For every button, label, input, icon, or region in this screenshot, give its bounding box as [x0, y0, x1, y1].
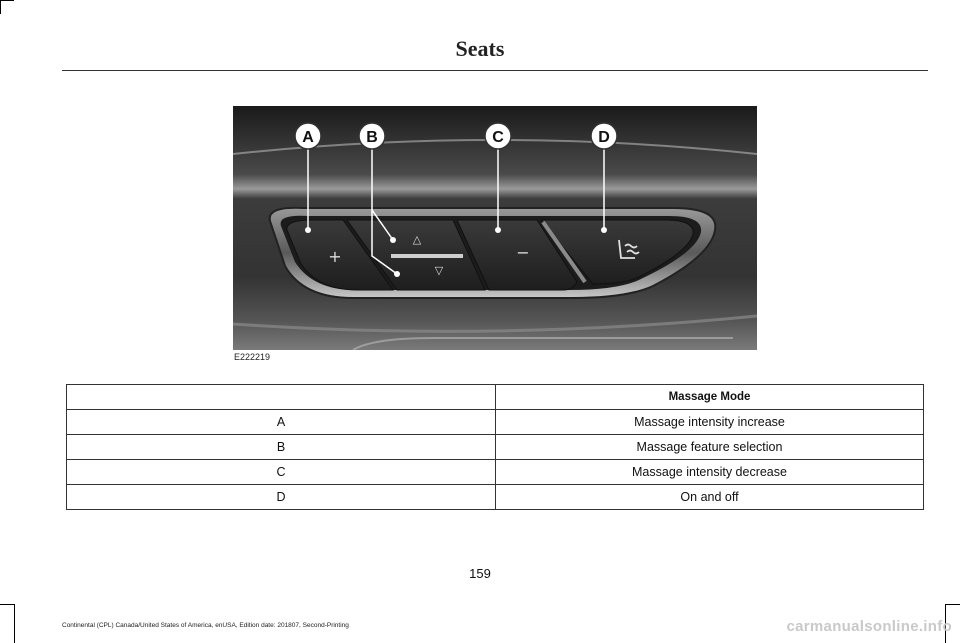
plus-icon: + — [328, 247, 342, 266]
callout-b: B — [366, 129, 378, 146]
table-cell-key: D — [67, 485, 496, 510]
table-cell-key: B — [67, 435, 496, 460]
table-cell-key: A — [67, 410, 496, 435]
crop-mark — [14, 604, 15, 643]
table-row — [67, 435, 924, 460]
callout-a: A — [302, 129, 314, 146]
table-header-cell: Massage Mode — [496, 385, 924, 410]
crop-mark — [946, 604, 960, 605]
table-row — [67, 485, 924, 510]
table-row — [67, 410, 924, 435]
table-row — [67, 460, 924, 485]
massage-control-figure — [233, 106, 757, 350]
table-cell-value: Massage intensity decrease — [496, 460, 924, 485]
callout-c: C — [492, 129, 504, 146]
watermark: carmanualsonline.info — [786, 618, 952, 635]
triangle-down-icon: ▽ — [434, 264, 444, 277]
crop-mark — [0, 0, 14, 1]
minus-icon: − — [516, 243, 530, 262]
table-cell-value: On and off — [496, 485, 924, 510]
crop-mark — [0, 604, 14, 605]
massage-control-photo — [233, 106, 757, 350]
table-header-cell — [67, 385, 496, 410]
table-cell-key: C — [67, 460, 496, 485]
table-cell-value: Massage feature selection — [496, 435, 924, 460]
figure-code: E222219 — [234, 352, 271, 362]
callout-d: D — [598, 129, 610, 146]
footer-edition-text: Continental (CPL) Canada/United States of America, enUSA, Edition date: 201807, Second-Printing — [62, 622, 349, 629]
crop-mark — [0, 0, 1, 14]
header-rule — [62, 70, 928, 71]
table-header-row — [67, 385, 924, 410]
page-number: 159 — [469, 566, 491, 581]
triangle-up-icon: △ — [412, 233, 422, 246]
table-cell-value: Massage intensity increase — [496, 410, 924, 435]
page-title: Seats — [455, 36, 505, 61]
massage-mode-table — [66, 384, 924, 510]
